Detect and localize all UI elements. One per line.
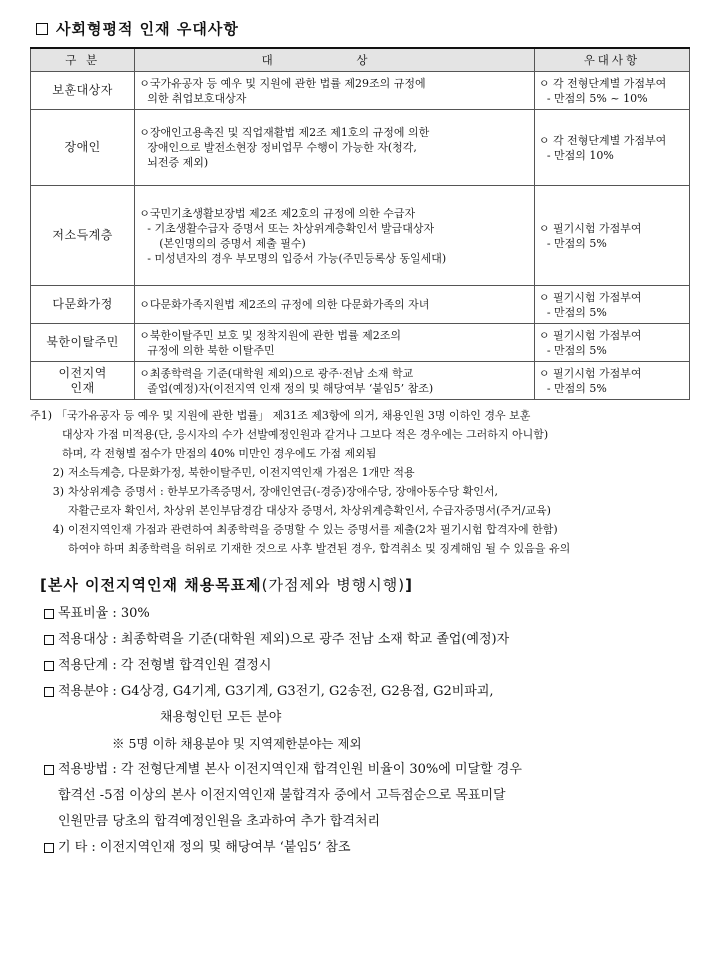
row-benefit: [534, 110, 689, 186]
footnote-line: 「국가유공자 등 예우 및 지원에 관한 법률」 제31조 제3항에 의거, 채용인원 3명 이하인 경우 보훈: [56, 409, 531, 422]
target-line: ㅇ장애인고용촉진 및 직업재활법 제2조 제1호의 규정에 의한: [139, 126, 430, 139]
target-line: ㅇ국가유공자 등 예우 및 지원에 관한 법률 제29조의 규정에: [139, 76, 426, 90]
target-line: 규정에 의한 북한 이탈주민: [147, 343, 275, 357]
list-item-text: 적용단계 : 각 전형별 합격인원 결정시: [58, 658, 272, 673]
checkbox-square-icon: [44, 687, 54, 697]
target-line: - 미성년자의 경우 부모명의 입증서 가능(주민등록상 동일세대): [147, 251, 447, 265]
target-line: ㅇ북한이탈주민 보호 및 정착지원에 관한 법률 제2조의: [139, 328, 402, 342]
header-target: 대 상: [135, 48, 535, 72]
list-item: [44, 653, 679, 679]
table-header-row: [31, 48, 690, 72]
row-category: 이전지역 인재: [31, 362, 135, 400]
list-item-continuation: 인원만큼 당초의 합격예정인원을 초과하여 추가 합격처리: [58, 814, 381, 829]
benefit-line: - 만점의 5%: [546, 381, 607, 395]
checkbox-square-icon: [44, 609, 54, 619]
footnote: [24, 482, 679, 520]
footnote: [24, 406, 679, 463]
row-category: 저소득계층: [31, 186, 135, 286]
row-benefit: [534, 362, 689, 400]
footnote-number: 주1): [30, 409, 52, 422]
footnote-line: 차상위계층 증명서 : 한부모가족증명서, 장애인연금(-경증)장애수당, 장애아동수당 확인서,: [68, 485, 499, 498]
list-item: [44, 679, 679, 757]
checkbox-square-icon: [44, 765, 54, 775]
row-category: 보훈대상자: [31, 72, 135, 110]
benefit-line: - 만점의 10%: [546, 148, 614, 162]
target-line: ㅇ다문화가족지원법 제2조의 규정에 의한 다문화가족의 자녀: [139, 298, 430, 311]
benefit-line: ㅇ 각 전형단계별 가점부여: [538, 133, 667, 147]
list-item: [44, 835, 679, 861]
footnote-text: [56, 406, 679, 463]
target-section-title-bold: [본사 이전지역인재 채용목표제: [40, 576, 262, 594]
footnote-line: 대상자 가점 미적용(단, 응시자의 수가 선발예정인원과 같거나 그보다 적은 경우에는 그러하지 아니함): [62, 428, 549, 441]
benefit-line: - 만점의 5% ~ 10%: [546, 91, 648, 105]
table-row: [31, 362, 690, 400]
row-target: [135, 72, 535, 110]
row-benefit: [534, 286, 689, 324]
table-row: [31, 186, 690, 286]
footnote: [24, 520, 679, 558]
table-row: [31, 72, 690, 110]
checkbox-square-icon: [44, 661, 54, 671]
row-benefit: [534, 324, 689, 362]
list-item-note: ※ 5명 이하 채용분야 및 지역제한분야는 제외: [112, 736, 362, 751]
list-item-text: 적용대상 : 최종학력을 기준(대학원 제외)으로 광주 전남 소재 학교 졸업(예정)자: [58, 632, 510, 647]
footnote-line: 이전지역인재 가점과 관련하여 최종학력을 증명할 수 있는 증명서를 제출(2차 필기시험 합격자에 한함): [68, 523, 558, 536]
target-section-title-normal: (가점제와 병행시행): [261, 576, 406, 594]
row-benefit: [534, 72, 689, 110]
target-line: - 기초생활수급자 증명서 또는 차상위계층확인서 발급대상자: [147, 221, 435, 235]
benefit-line: ㅇ 필기시험 가점부여: [538, 366, 642, 380]
benefit-line: - 만점의 5%: [546, 305, 607, 319]
footnote-line: 자활근로자 확인서, 차상위 본인부담경감 대상자 증명서, 차상위계층확인서, 수급자증명서(주거/교육): [68, 504, 551, 517]
target-line: (본인명의의 증명서 제출 필수): [159, 236, 306, 250]
footnote-number: 3): [52, 485, 64, 498]
target-line: 장애인으로 발전소현장 정비업무 수행이 가능한 자(청각,: [147, 141, 417, 154]
target-section-title: [40, 574, 679, 595]
checkbox-square-icon: [44, 635, 54, 645]
footnotes: [24, 406, 679, 558]
section-heading: [36, 18, 679, 39]
list-item: [44, 601, 679, 627]
row-category: 장애인: [31, 110, 135, 186]
row-target: [135, 110, 535, 186]
target-line: 의한 취업보호대상자: [147, 91, 247, 105]
list-item-text: 적용방법 : 각 전형단계별 본사 이전지역인재 합격인원 비율이 30%에 미달할 경우: [58, 762, 522, 777]
footnote-text: [68, 520, 679, 558]
benefit-line: ㅇ 필기시험 가점부여: [538, 290, 642, 304]
table-row: [31, 286, 690, 324]
footnote-text: [68, 482, 679, 520]
target-section-items: [44, 601, 679, 861]
footnote-line: 하여야 하며 최종학력을 허위로 기재한 것으로 사후 발견된 경우, 합격취소 및 징계해임 될 수 있음을 유의: [68, 542, 571, 555]
list-item-text: 적용분야 : G4상경, G4기계, G3기계, G3전기, G2송전, G2용접, G2비파괴,: [58, 684, 494, 699]
row-benefit: [534, 186, 689, 286]
footnote: [24, 463, 679, 482]
checkbox-square-icon: [36, 23, 48, 35]
footnote-text: [68, 463, 679, 482]
target-line: 졸업(예정)자(이전지역 인재 정의 및 해당여부 ‘붙임5’ 참조): [147, 381, 434, 395]
preference-table: [30, 47, 690, 400]
row-target: [135, 186, 535, 286]
row-target: [135, 286, 535, 324]
list-item: [44, 627, 679, 653]
footnote-number: 2): [52, 466, 64, 479]
list-item-text: 기 타 : 이전지역인재 정의 및 해당여부 ‘붙임5’ 참조: [58, 840, 351, 855]
section-title: 사회형평적 인재 우대사항: [56, 20, 239, 38]
footnote-number: 4): [52, 523, 64, 536]
table-row: [31, 324, 690, 362]
target-line: 뇌전증 제외): [147, 156, 209, 169]
list-item-continuation: 채용형인턴 모든 분야: [160, 710, 282, 725]
header-benefit: 우대사항: [534, 48, 689, 72]
row-category: 다문화가정: [31, 286, 135, 324]
list-item-continuation: 합격선 -5점 이상의 본사 이전지역인재 불합격자 중에서 고득점순으로 목표미달: [58, 788, 506, 803]
target-section-title-close: ]: [405, 576, 413, 594]
benefit-line: ㅇ 각 전형단계별 가점부여: [538, 76, 667, 90]
footnote-line: 하며, 각 전형별 점수가 만점의 40% 미만인 경우에도 가점 제외됨: [62, 447, 377, 460]
row-category: 북한이탈주민: [31, 324, 135, 362]
footnote-line: 저소득계층, 다문화가정, 북한이탈주민, 이전지역인재 가점은 1개만 적용: [68, 466, 415, 479]
row-target: [135, 324, 535, 362]
row-target: [135, 362, 535, 400]
benefit-line: ㅇ 필기시험 가점부여: [538, 221, 642, 235]
benefit-line: - 만점의 5%: [546, 236, 607, 250]
target-line: ㅇ국민기초생활보장법 제2조 제2호의 규정에 의한 수급자: [139, 206, 416, 220]
benefit-line: - 만점의 5%: [546, 343, 607, 357]
target-line: ㅇ최종학력을 기준(대학원 제외)으로 광주·전남 소재 학교: [139, 366, 414, 380]
list-item-text: 목표비율 : 30%: [58, 606, 150, 621]
table-row: [31, 110, 690, 186]
benefit-line: ㅇ 필기시험 가점부여: [538, 328, 642, 342]
header-category: 구 분: [31, 48, 135, 72]
list-item: [44, 757, 679, 835]
checkbox-square-icon: [44, 843, 54, 853]
